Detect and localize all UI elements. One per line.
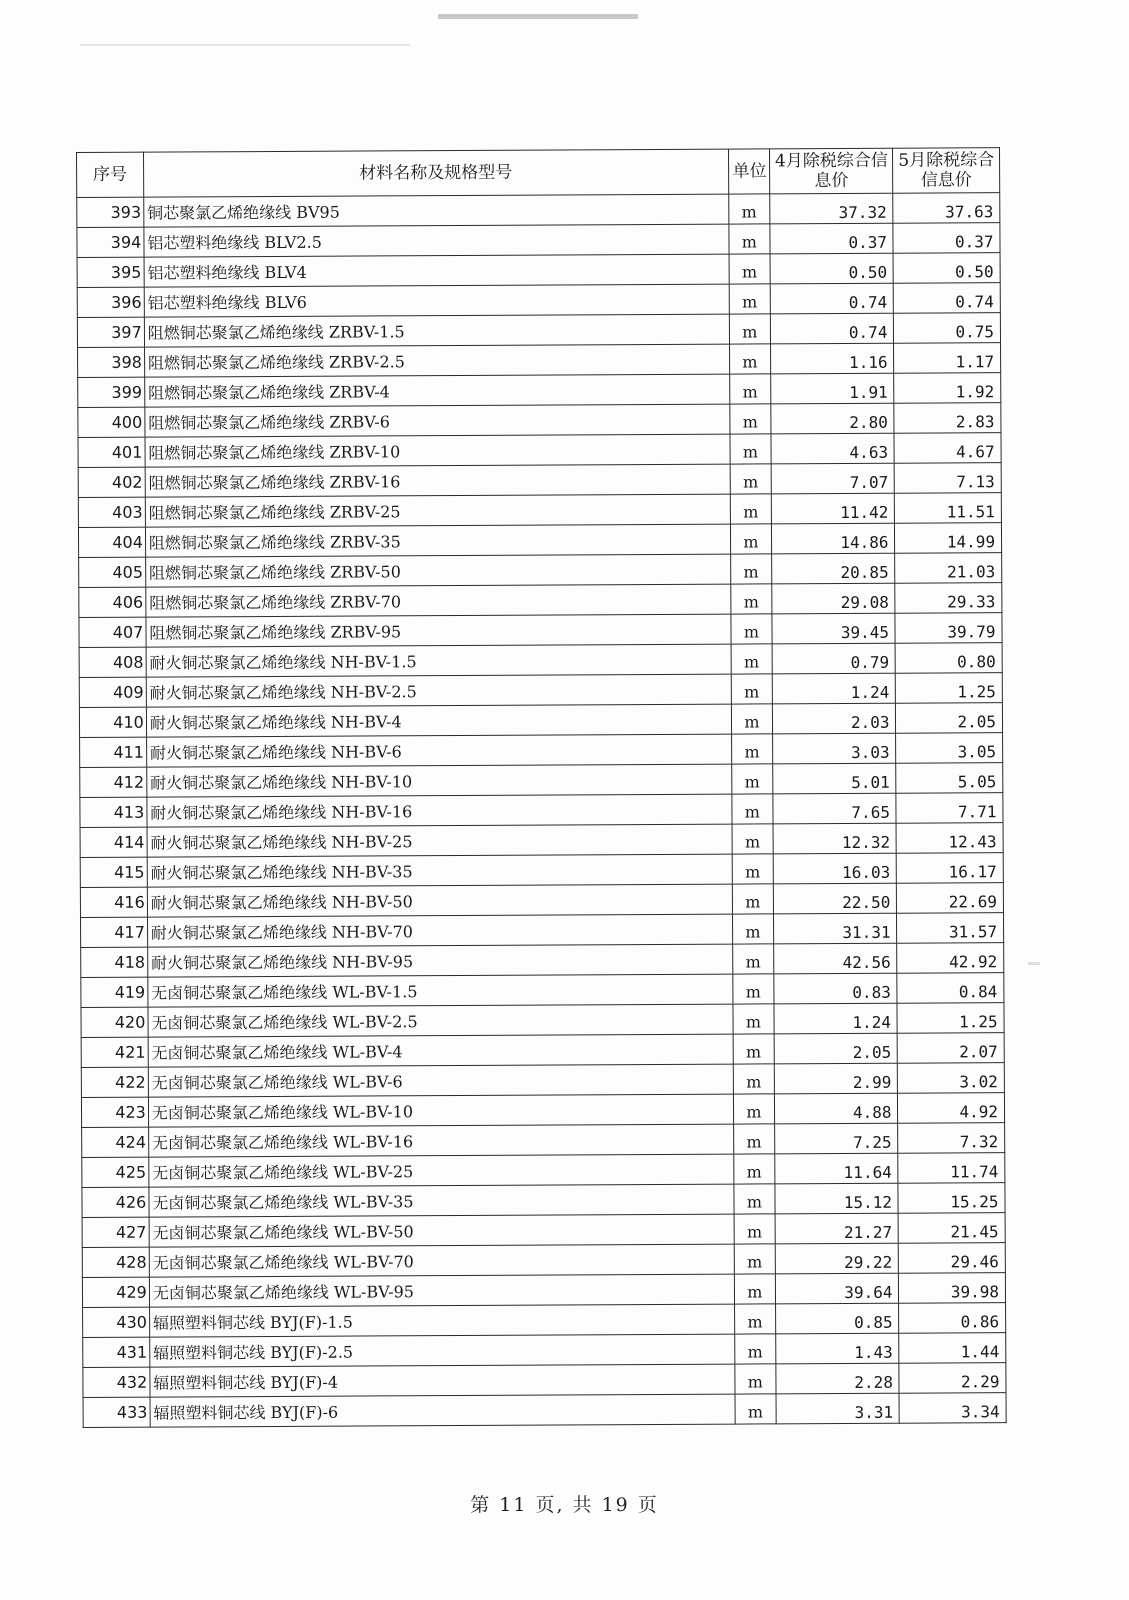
table-row (79, 703, 1002, 738)
row-unit: m (729, 314, 771, 344)
table-row (78, 493, 1001, 528)
table-row (80, 733, 1003, 768)
row-april-price: 15.12 (775, 1183, 898, 1214)
table-row (77, 223, 1000, 258)
table-row (83, 1393, 1006, 1428)
row-april-price: 0.50 (770, 253, 893, 284)
row-unit: m (733, 1064, 775, 1094)
row-material-name: 阻燃铜芯聚氯乙烯绝缘线 ZRBV-70 (146, 584, 731, 617)
row-april-price: 0.74 (771, 313, 894, 344)
row-may-price: 3.34 (899, 1393, 1006, 1424)
row-material-name: 耐火铜芯聚氯乙烯绝缘线 NH-BV-50 (147, 884, 732, 917)
table-row (79, 613, 1002, 648)
row-seq: 416 (80, 887, 147, 917)
row-seq: 418 (81, 947, 148, 977)
row-unit: m (729, 404, 771, 434)
table-row (80, 883, 1003, 918)
row-may-price: 0.86 (899, 1303, 1006, 1334)
row-material-name: 耐火铜芯聚氯乙烯绝缘线 NH-BV-6 (146, 734, 731, 767)
table-row (81, 913, 1004, 948)
table-row (78, 463, 1001, 498)
row-material-name: 无卤铜芯聚氯乙烯绝缘线 WL-BV-16 (148, 1124, 733, 1157)
row-april-price: 21.27 (775, 1213, 898, 1244)
row-april-price: 31.31 (774, 913, 897, 944)
table-row (81, 943, 1004, 978)
row-material-name: 辐照塑料铜芯线 BYJ(F)-2.5 (150, 1334, 735, 1367)
table-header-row (77, 148, 1000, 198)
row-material-name: 无卤铜芯聚氯乙烯绝缘线 WL-BV-35 (149, 1184, 734, 1217)
scan-noise-top (438, 14, 638, 19)
row-unit: m (729, 284, 771, 314)
table-row (82, 1273, 1005, 1308)
table-row (82, 1213, 1005, 1248)
row-april-price: 39.45 (772, 613, 895, 644)
row-may-price: 1.25 (896, 673, 1003, 704)
table-row (81, 1063, 1004, 1098)
row-april-price: 2.99 (775, 1063, 898, 1094)
row-april-price: 1.16 (771, 343, 894, 374)
row-material-name: 阻燃铜芯聚氯乙烯绝缘线 ZRBV-10 (145, 434, 730, 467)
row-material-name: 耐火铜芯聚氯乙烯绝缘线 NH-BV-1.5 (146, 644, 731, 677)
row-seq: 422 (81, 1067, 148, 1097)
row-seq: 429 (82, 1277, 149, 1307)
row-unit: m (731, 764, 773, 794)
row-april-price: 1.24 (773, 673, 896, 704)
table-row (77, 313, 1000, 348)
header-seq: 序号 (77, 152, 144, 197)
row-unit: m (730, 494, 772, 524)
row-material-name: 辐照塑料铜芯线 BYJ(F)-4 (150, 1364, 735, 1397)
scan-noise-right (1028, 962, 1040, 965)
row-material-name: 铝芯塑料绝缘线 BLV2.5 (144, 224, 729, 257)
row-may-price: 39.98 (899, 1273, 1006, 1304)
row-seq: 428 (82, 1247, 149, 1277)
row-seq: 431 (83, 1337, 150, 1367)
row-seq: 410 (79, 707, 146, 737)
row-material-name: 耐火铜芯聚氯乙烯绝缘线 NH-BV-25 (147, 824, 732, 857)
row-unit: m (734, 1364, 776, 1394)
row-unit: m (734, 1214, 776, 1244)
row-seq: 404 (78, 527, 145, 557)
table-row (77, 253, 1000, 288)
row-april-price: 14.86 (772, 523, 895, 554)
row-may-price: 3.05 (896, 733, 1003, 764)
row-may-price: 4.67 (894, 433, 1001, 464)
row-april-price: 0.83 (774, 973, 897, 1004)
table-row (79, 643, 1002, 678)
row-may-price: 2.29 (899, 1363, 1006, 1394)
row-unit: m (731, 794, 773, 824)
row-may-price: 0.84 (897, 973, 1004, 1004)
row-seq: 398 (78, 347, 145, 377)
row-unit: m (730, 584, 772, 614)
row-material-name: 耐火铜芯聚氯乙烯绝缘线 NH-BV-70 (147, 914, 732, 947)
row-seq: 432 (83, 1367, 150, 1397)
row-material-name: 阻燃铜芯聚氯乙烯绝缘线 ZRBV-16 (145, 464, 730, 497)
row-seq: 423 (81, 1097, 148, 1127)
row-may-price: 16.17 (897, 853, 1004, 884)
row-may-price: 0.75 (894, 313, 1001, 344)
row-material-name: 阻燃铜芯聚氯乙烯绝缘线 ZRBV-25 (145, 494, 730, 527)
row-april-price: 2.05 (774, 1033, 897, 1064)
row-seq: 396 (77, 287, 144, 317)
row-unit: m (730, 554, 772, 584)
row-material-name: 阻燃铜芯聚氯乙烯绝缘线 ZRBV-50 (145, 554, 730, 587)
row-material-name: 阻燃铜芯聚氯乙烯绝缘线 ZRBV-95 (146, 614, 731, 647)
table-row (77, 283, 1000, 318)
row-unit: m (733, 1124, 775, 1154)
row-material-name: 耐火铜芯聚氯乙烯绝缘线 NH-BV-35 (147, 854, 732, 887)
row-may-price: 1.44 (899, 1333, 1006, 1364)
row-april-price: 11.64 (775, 1153, 898, 1184)
row-unit: m (732, 824, 774, 854)
row-april-price: 4.63 (771, 433, 894, 464)
row-april-price: 0.85 (776, 1303, 899, 1334)
table-row (78, 343, 1001, 378)
row-seq: 393 (77, 197, 144, 227)
row-seq: 413 (80, 797, 147, 827)
row-seq: 426 (82, 1187, 149, 1217)
row-may-price: 39.79 (895, 613, 1002, 644)
row-material-name: 无卤铜芯聚氯乙烯绝缘线 WL-BV-10 (148, 1094, 733, 1127)
row-seq: 394 (77, 227, 144, 257)
table-row (81, 1003, 1004, 1038)
row-unit: m (730, 524, 772, 554)
row-may-price: 11.51 (895, 493, 1002, 524)
row-material-name: 无卤铜芯聚氯乙烯绝缘线 WL-BV-95 (149, 1274, 734, 1307)
row-april-price: 12.32 (773, 823, 896, 854)
row-april-price: 4.88 (775, 1093, 898, 1124)
row-may-price: 2.83 (894, 403, 1001, 434)
row-may-price: 1.92 (894, 373, 1001, 404)
row-april-price: 3.03 (773, 733, 896, 764)
row-material-name: 耐火铜芯聚氯乙烯绝缘线 NH-BV-95 (147, 944, 732, 977)
row-seq: 406 (79, 587, 146, 617)
table-row (77, 193, 1000, 228)
row-may-price: 7.32 (898, 1123, 1005, 1154)
row-april-price: 2.28 (776, 1363, 899, 1394)
row-material-name: 耐火铜芯聚氯乙烯绝缘线 NH-BV-2.5 (146, 674, 731, 707)
row-april-price: 3.31 (776, 1393, 899, 1424)
page-number: 第 11 页, 共 19 页 (470, 1494, 659, 1516)
row-april-price: 7.07 (771, 463, 894, 494)
header-april-price: 4月除税综合信息价 (770, 148, 893, 194)
row-april-price: 22.50 (774, 883, 897, 914)
row-unit: m (730, 434, 772, 464)
row-seq: 399 (78, 377, 145, 407)
row-may-price: 15.25 (898, 1183, 1005, 1214)
row-material-name: 铝芯塑料绝缘线 BLV6 (144, 284, 729, 317)
row-material-name: 阻燃铜芯聚氯乙烯绝缘线 ZRBV-1.5 (144, 314, 729, 347)
header-unit: 单位 (728, 149, 770, 194)
table-row (78, 433, 1001, 468)
row-material-name: 铜芯聚氯乙烯绝缘线 BV95 (144, 194, 729, 227)
table-row (79, 553, 1002, 588)
row-seq: 424 (82, 1127, 149, 1157)
row-material-name: 无卤铜芯聚氯乙烯绝缘线 WL-BV-2.5 (148, 1004, 733, 1037)
table-row (82, 1183, 1005, 1218)
row-seq: 412 (80, 767, 147, 797)
row-unit: m (728, 194, 770, 224)
table-body (77, 193, 1006, 1428)
row-seq: 400 (78, 407, 145, 437)
row-unit: m (734, 1304, 776, 1334)
row-may-price: 29.33 (895, 583, 1002, 614)
row-material-name: 辐照塑料铜芯线 BYJ(F)-1.5 (149, 1304, 734, 1337)
row-unit: m (734, 1334, 776, 1364)
row-may-price: 42.92 (897, 943, 1004, 974)
row-seq: 411 (80, 737, 147, 767)
row-may-price: 21.03 (895, 553, 1002, 584)
row-unit: m (729, 254, 771, 284)
row-april-price: 11.42 (772, 493, 895, 524)
row-april-price: 42.56 (774, 943, 897, 974)
row-unit: m (735, 1394, 777, 1424)
row-material-name: 铝芯塑料绝缘线 BLV4 (144, 254, 729, 287)
header-name: 材料名称及规格型号 (143, 149, 728, 197)
row-seq: 420 (81, 1007, 148, 1037)
row-may-price: 5.05 (896, 763, 1003, 794)
row-april-price: 0.79 (772, 643, 895, 674)
row-unit: m (732, 944, 774, 974)
row-material-name: 无卤铜芯聚氯乙烯绝缘线 WL-BV-25 (149, 1154, 734, 1187)
row-april-price: 1.24 (774, 1003, 897, 1034)
row-material-name: 耐火铜芯聚氯乙烯绝缘线 NH-BV-4 (146, 704, 731, 737)
row-material-name: 阻燃铜芯聚氯乙烯绝缘线 ZRBV-6 (145, 404, 730, 437)
row-unit: m (734, 1244, 776, 1274)
row-may-price: 21.45 (899, 1213, 1006, 1244)
row-may-price: 2.05 (896, 703, 1003, 734)
row-april-price: 2.03 (773, 703, 896, 734)
row-may-price: 0.74 (894, 283, 1001, 314)
row-seq: 401 (78, 437, 145, 467)
row-seq: 408 (79, 647, 146, 677)
row-seq: 409 (79, 677, 146, 707)
row-unit: m (732, 1004, 774, 1034)
row-material-name: 阻燃铜芯聚氯乙烯绝缘线 ZRBV-2.5 (144, 344, 729, 377)
row-seq: 427 (82, 1217, 149, 1247)
row-seq: 415 (80, 857, 147, 887)
row-may-price: 29.46 (899, 1243, 1006, 1274)
row-may-price: 22.69 (897, 883, 1004, 914)
table-row (83, 1333, 1006, 1368)
row-material-name: 耐火铜芯聚氯乙烯绝缘线 NH-BV-10 (147, 764, 732, 797)
row-april-price: 1.43 (776, 1333, 899, 1364)
row-unit: m (730, 464, 772, 494)
row-seq: 433 (83, 1397, 150, 1427)
row-material-name: 辐照塑料铜芯线 BYJ(F)-6 (150, 1394, 735, 1427)
row-seq: 425 (82, 1157, 149, 1187)
row-unit: m (733, 1094, 775, 1124)
row-seq: 397 (77, 317, 144, 347)
row-unit: m (729, 344, 771, 374)
row-may-price: 1.17 (894, 343, 1001, 374)
row-material-name: 无卤铜芯聚氯乙烯绝缘线 WL-BV-4 (148, 1034, 733, 1067)
table-row (80, 793, 1003, 828)
row-april-price: 7.25 (775, 1123, 898, 1154)
row-material-name: 无卤铜芯聚氯乙烯绝缘线 WL-BV-6 (148, 1064, 733, 1097)
row-unit: m (731, 734, 773, 764)
table-row (79, 673, 1002, 708)
row-april-price: 37.32 (770, 193, 893, 224)
row-may-price: 7.13 (895, 463, 1002, 494)
row-april-price: 2.80 (771, 403, 894, 434)
row-may-price: 0.80 (896, 643, 1003, 674)
table-row (83, 1363, 1006, 1398)
row-seq: 405 (79, 557, 146, 587)
row-april-price: 0.37 (770, 223, 893, 254)
row-seq: 407 (79, 617, 146, 647)
row-april-price: 1.91 (771, 373, 894, 404)
row-unit: m (731, 644, 773, 674)
row-unit: m (732, 914, 774, 944)
row-april-price: 29.08 (772, 583, 895, 614)
table-row (82, 1153, 1005, 1188)
row-april-price: 20.85 (772, 553, 895, 584)
row-unit: m (729, 374, 771, 404)
row-may-price: 31.57 (897, 913, 1004, 944)
row-unit: m (733, 1184, 775, 1214)
row-may-price: 14.99 (895, 523, 1002, 554)
row-material-name: 阻燃铜芯聚氯乙烯绝缘线 ZRBV-35 (145, 524, 730, 557)
row-may-price: 0.50 (894, 253, 1001, 284)
row-april-price: 0.74 (770, 283, 893, 314)
row-may-price: 7.71 (896, 793, 1003, 824)
row-unit: m (732, 974, 774, 1004)
price-table (76, 147, 1007, 1428)
row-april-price: 16.03 (773, 853, 896, 884)
row-may-price: 3.02 (898, 1063, 1005, 1094)
table-row (80, 763, 1003, 798)
table-row (82, 1243, 1005, 1278)
table-row (78, 523, 1001, 558)
table-row (81, 1033, 1004, 1068)
row-material-name: 无卤铜芯聚氯乙烯绝缘线 WL-BV-70 (149, 1244, 734, 1277)
row-unit: m (732, 854, 774, 884)
row-april-price: 7.65 (773, 793, 896, 824)
table-row (82, 1123, 1005, 1158)
row-seq: 402 (78, 467, 145, 497)
row-unit: m (733, 1154, 775, 1184)
table-row (80, 853, 1003, 888)
row-unit: m (731, 704, 773, 734)
scan-noise-left (80, 44, 410, 46)
row-may-price: 12.43 (896, 823, 1003, 854)
row-material-name: 无卤铜芯聚氯乙烯绝缘线 WL-BV-50 (149, 1214, 734, 1247)
table-row (80, 823, 1003, 858)
row-april-price: 5.01 (773, 763, 896, 794)
row-april-price: 39.64 (776, 1273, 899, 1304)
table-row (79, 583, 1002, 618)
row-may-price: 4.92 (898, 1093, 1005, 1124)
row-unit: m (731, 674, 773, 704)
row-seq: 430 (83, 1307, 150, 1337)
row-seq: 421 (81, 1037, 148, 1067)
row-may-price: 2.07 (898, 1033, 1005, 1064)
row-material-name: 阻燃铜芯聚氯乙烯绝缘线 ZRBV-4 (144, 374, 729, 407)
row-unit: m (728, 224, 770, 254)
row-unit: m (733, 1034, 775, 1064)
table-row (78, 373, 1001, 408)
row-material-name: 耐火铜芯聚氯乙烯绝缘线 NH-BV-16 (147, 794, 732, 827)
row-unit: m (734, 1274, 776, 1304)
row-april-price: 29.22 (775, 1243, 898, 1274)
row-may-price: 0.37 (893, 223, 1000, 254)
row-material-name: 无卤铜芯聚氯乙烯绝缘线 WL-BV-1.5 (148, 974, 733, 1007)
table-row (78, 403, 1001, 438)
row-seq: 419 (81, 977, 148, 1007)
row-may-price: 11.74 (898, 1153, 1005, 1184)
row-unit: m (732, 884, 774, 914)
row-seq: 403 (78, 497, 145, 527)
row-seq: 417 (81, 917, 148, 947)
table-row (83, 1303, 1006, 1338)
row-seq: 414 (80, 827, 147, 857)
table-row (81, 1093, 1004, 1128)
row-seq: 395 (77, 257, 144, 287)
table-row (81, 973, 1004, 1008)
row-unit: m (730, 614, 772, 644)
row-may-price: 37.63 (893, 193, 1000, 224)
row-may-price: 1.25 (897, 1003, 1004, 1034)
header-may-price: 5月除税综合信息价 (893, 148, 1000, 194)
